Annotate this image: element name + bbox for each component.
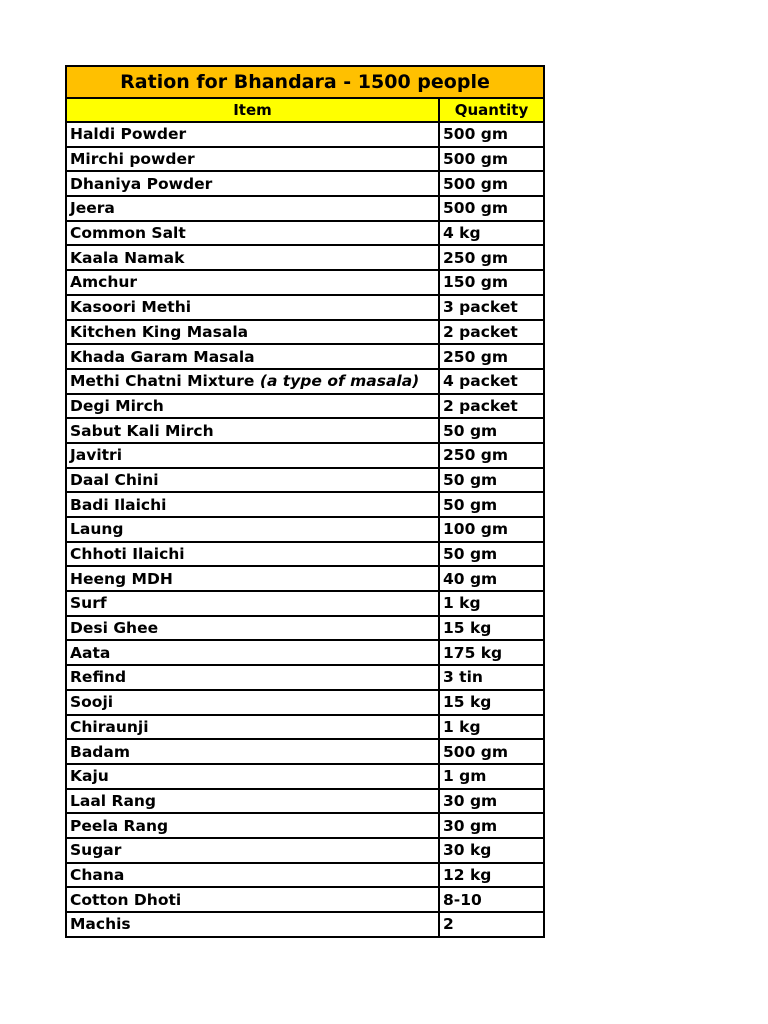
quantity-cell: 15 kg <box>439 690 544 715</box>
item-name: Sooji <box>70 693 114 712</box>
quantity-cell: 500 gm <box>439 147 544 172</box>
quantity-column-header: Quantity <box>439 98 544 122</box>
quantity-cell: 250 gm <box>439 245 544 270</box>
item-name: Refind <box>70 668 127 687</box>
item-name: Khada Garam Masala <box>70 347 255 366</box>
item-cell <box>66 764 439 789</box>
item-cell <box>66 122 439 147</box>
table-row <box>66 591 544 616</box>
item-cell <box>66 591 439 616</box>
item-cell <box>66 517 439 542</box>
table-row <box>66 912 544 937</box>
quantity-cell: 175 kg <box>439 640 544 665</box>
table-row <box>66 887 544 912</box>
table-row <box>66 838 544 863</box>
item-name: Haldi Powder <box>70 125 187 144</box>
quantity-cell: 50 gm <box>439 468 544 493</box>
quantity-cell: 30 gm <box>439 789 544 814</box>
item-cell <box>66 542 439 567</box>
header-row <box>66 98 544 122</box>
quantity-cell: 150 gm <box>439 270 544 295</box>
item-name: Kaju <box>70 767 109 786</box>
item-cell <box>66 196 439 221</box>
quantity-cell: 500 gm <box>439 122 544 147</box>
item-cell <box>66 566 439 591</box>
quantity-cell: 50 gm <box>439 542 544 567</box>
item-name: Methi Chatni Mixture <box>70 372 255 391</box>
item-column-header: Item <box>66 98 439 122</box>
quantity-cell: 4 packet <box>439 369 544 394</box>
item-cell <box>66 394 439 419</box>
title-row <box>66 66 544 98</box>
item-cell <box>66 245 439 270</box>
table-row <box>66 690 544 715</box>
quantity-cell: 100 gm <box>439 517 544 542</box>
item-cell <box>66 171 439 196</box>
item-cell <box>66 789 439 814</box>
item-name: Chiraunji <box>70 717 149 736</box>
quantity-cell: 500 gm <box>439 171 544 196</box>
table-row <box>66 517 544 542</box>
quantity-cell: 3 tin <box>439 665 544 690</box>
item-cell <box>66 616 439 641</box>
item-cell <box>66 640 439 665</box>
item-name: Degi Mirch <box>70 396 164 415</box>
quantity-cell: 4 kg <box>439 221 544 246</box>
table-row <box>66 665 544 690</box>
item-name: Kitchen King Masala <box>70 322 249 341</box>
quantity-cell: 3 packet <box>439 295 544 320</box>
table-row <box>66 295 544 320</box>
item-name: Chana <box>70 865 125 884</box>
quantity-cell: 12 kg <box>439 863 544 888</box>
item-cell <box>66 492 439 517</box>
table-row <box>66 344 544 369</box>
item-name: Laal Rang <box>70 791 157 810</box>
table-row <box>66 468 544 493</box>
item-note: (a type of masala) <box>259 372 420 391</box>
item-cell <box>66 863 439 888</box>
item-cell <box>66 739 439 764</box>
quantity-cell: 40 gm <box>439 566 544 591</box>
quantity-cell: 2 packet <box>439 394 544 419</box>
item-name: Sabut Kali Mirch <box>70 421 214 440</box>
item-cell <box>66 468 439 493</box>
item-name: Javitri <box>70 446 123 465</box>
table-row <box>66 122 544 147</box>
item-name: Kasoori Methi <box>70 298 192 317</box>
table-row <box>66 566 544 591</box>
table-row <box>66 320 544 345</box>
table-row <box>66 789 544 814</box>
table-row <box>66 245 544 270</box>
table-row <box>66 171 544 196</box>
table-row <box>66 764 544 789</box>
item-name: Amchur <box>70 273 138 292</box>
quantity-cell: 50 gm <box>439 418 544 443</box>
item-name: Desi Ghee <box>70 619 159 638</box>
quantity-cell: 15 kg <box>439 616 544 641</box>
table-row <box>66 369 544 394</box>
item-cell <box>66 320 439 345</box>
item-name: Heeng MDH <box>70 569 173 588</box>
quantity-cell: 1 kg <box>439 591 544 616</box>
item-name: Mirchi powder <box>70 150 195 169</box>
table-row <box>66 739 544 764</box>
item-name: Common Salt <box>70 224 186 243</box>
table-title: Ration for Bhandara - 1500 people <box>66 66 544 98</box>
quantity-cell: 1 gm <box>439 764 544 789</box>
quantity-cell: 30 gm <box>439 813 544 838</box>
table-row <box>66 616 544 641</box>
item-name: Daal Chini <box>70 470 159 489</box>
table-row <box>66 492 544 517</box>
item-cell <box>66 690 439 715</box>
table-row <box>66 221 544 246</box>
table-row <box>66 863 544 888</box>
table-body <box>66 122 544 937</box>
table-row <box>66 813 544 838</box>
item-cell <box>66 418 439 443</box>
item-name: Dhaniya Powder <box>70 174 213 193</box>
item-name: Jeera <box>70 199 115 218</box>
item-name: Laung <box>70 520 124 539</box>
item-name: Machis <box>70 915 131 934</box>
item-cell <box>66 887 439 912</box>
quantity-cell: 500 gm <box>439 739 544 764</box>
quantity-cell: 2 <box>439 912 544 937</box>
table-row <box>66 542 544 567</box>
item-cell <box>66 813 439 838</box>
quantity-cell: 30 kg <box>439 838 544 863</box>
table-row <box>66 418 544 443</box>
quantity-cell: 8-10 <box>439 887 544 912</box>
ration-table <box>65 65 545 938</box>
item-cell <box>66 838 439 863</box>
quantity-cell: 2 packet <box>439 320 544 345</box>
item-name: Surf <box>70 594 107 613</box>
item-cell <box>66 912 439 937</box>
table-row <box>66 443 544 468</box>
item-cell <box>66 270 439 295</box>
item-cell <box>66 147 439 172</box>
quantity-cell: 250 gm <box>439 443 544 468</box>
table-row <box>66 640 544 665</box>
quantity-cell: 500 gm <box>439 196 544 221</box>
item-cell <box>66 715 439 740</box>
table-row <box>66 147 544 172</box>
item-name: Peela Rang <box>70 816 169 835</box>
table-row <box>66 394 544 419</box>
item-cell <box>66 369 439 394</box>
item-name: Sugar <box>70 841 122 860</box>
item-cell <box>66 221 439 246</box>
table-row <box>66 196 544 221</box>
item-name: Chhoti Ilaichi <box>70 545 185 564</box>
quantity-cell: 1 kg <box>439 715 544 740</box>
item-name: Badam <box>70 742 130 761</box>
item-cell <box>66 344 439 369</box>
item-cell <box>66 665 439 690</box>
quantity-cell: 50 gm <box>439 492 544 517</box>
item-name: Kaala Namak <box>70 248 185 267</box>
item-cell <box>66 295 439 320</box>
item-name: Cotton Dhoti <box>70 890 182 909</box>
quantity-cell: 250 gm <box>439 344 544 369</box>
item-name: Badi Ilaichi <box>70 495 167 514</box>
item-name: Aata <box>70 643 111 662</box>
item-cell <box>66 443 439 468</box>
table-row <box>66 715 544 740</box>
table-row <box>66 270 544 295</box>
